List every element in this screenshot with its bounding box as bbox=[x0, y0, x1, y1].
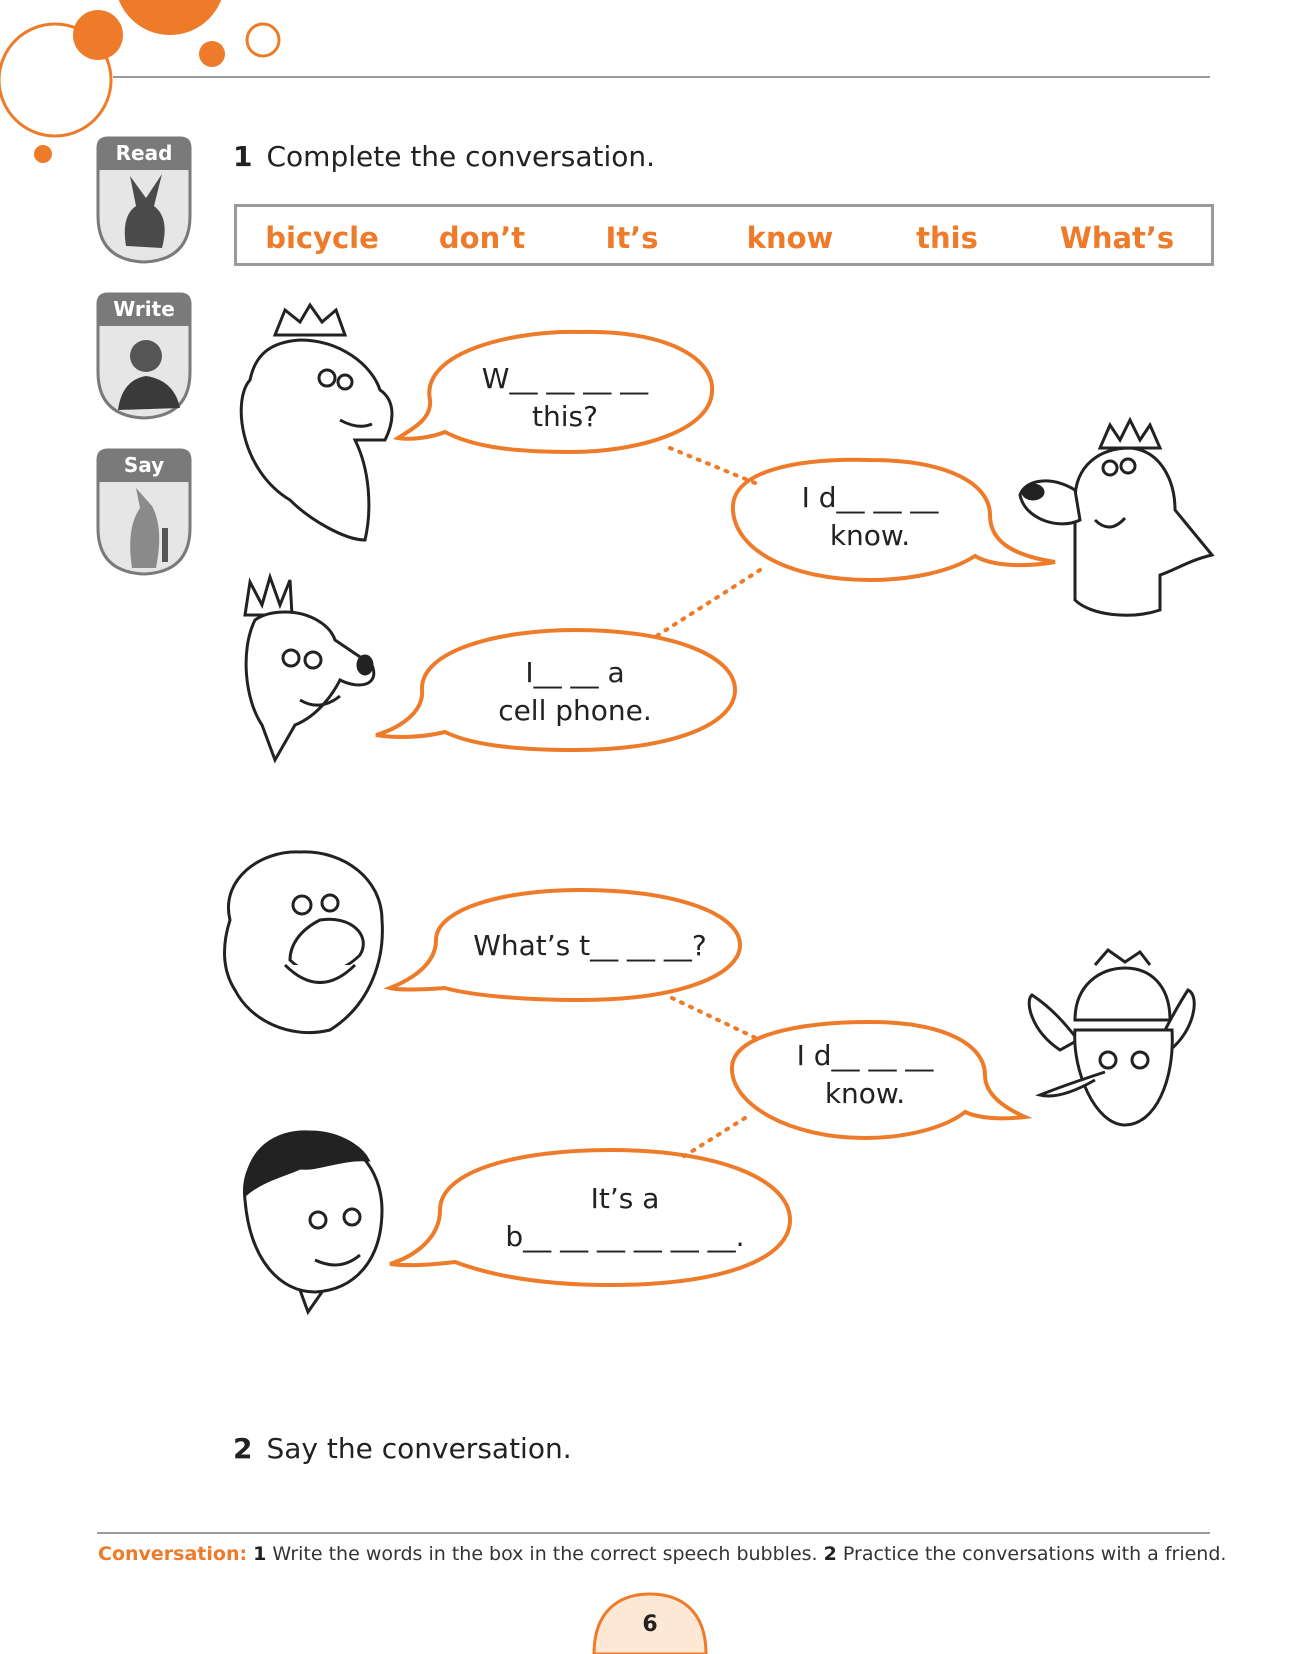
footer-num-1: 1 bbox=[253, 1543, 267, 1565]
exercise-2-instruction: Say the conversation. bbox=[266, 1432, 572, 1465]
footer-lead: Conversation: bbox=[98, 1543, 248, 1565]
bubble-a1-line1: W__ __ __ __ bbox=[481, 362, 649, 395]
word-bank-item: this bbox=[916, 221, 978, 255]
dotted-connector-b1 bbox=[672, 998, 760, 1040]
bubble-b2-line2: know. bbox=[824, 1077, 906, 1110]
pharaoh-dog-character-icon bbox=[245, 577, 374, 760]
footer-note bbox=[98, 1543, 1226, 1565]
bubble-a3-line1: I__ __ a bbox=[525, 656, 625, 689]
bubble-b3-line2: b__ __ __ __ __ __. bbox=[505, 1220, 745, 1253]
bubble-a3-line2: cell phone. bbox=[498, 694, 652, 727]
word-bank-item: bicycle bbox=[265, 221, 379, 255]
bubble-a2-line1: I d__ __ __ bbox=[801, 481, 939, 514]
bubble-b1-text bbox=[460, 927, 720, 965]
write-label: Write bbox=[113, 297, 175, 321]
bubble-a2-text bbox=[770, 479, 970, 555]
bubble-b1-line1: What’s t__ __ __? bbox=[473, 929, 707, 962]
bubble-b3-text bbox=[475, 1180, 775, 1256]
bubble-a1-line2: this? bbox=[532, 400, 598, 433]
dotted-connector-a1 bbox=[670, 448, 760, 485]
laughing-lion-character-icon bbox=[225, 852, 383, 1033]
lion-king-character-icon bbox=[241, 305, 392, 540]
read-label: Read bbox=[115, 141, 173, 165]
word-bank-item: What’s bbox=[1059, 221, 1175, 255]
dog-queen-character-icon bbox=[1020, 420, 1212, 615]
page-number: 6 bbox=[642, 1612, 658, 1637]
word-bank-item: don’t bbox=[438, 221, 526, 255]
boy-character-icon bbox=[244, 1132, 382, 1312]
bubble-b3-line1: It’s a bbox=[590, 1182, 660, 1215]
word-bank-item: know bbox=[746, 221, 834, 255]
bubble-a3-text bbox=[475, 654, 675, 730]
exercise-2-heading bbox=[233, 1432, 572, 1465]
word-bank-item: It’s bbox=[605, 221, 659, 255]
dotted-connector-a2 bbox=[655, 570, 760, 637]
exercise-1-number: 1 bbox=[233, 140, 253, 173]
dotted-connector-b2 bbox=[678, 1118, 745, 1160]
say-label: Say bbox=[123, 453, 165, 477]
bubble-a1-text bbox=[465, 360, 665, 436]
footer-num-2: 2 bbox=[823, 1543, 837, 1565]
exercise-1-instruction: Complete the conversation. bbox=[266, 140, 656, 173]
bubble-a2-line2: know. bbox=[829, 519, 911, 552]
elf-character-icon bbox=[1029, 950, 1194, 1125]
footer-text-2: Practice the conversations with a friend. bbox=[842, 1543, 1227, 1565]
footer-text-1: Write the words in the box in the correct speech bubbles. bbox=[272, 1543, 818, 1565]
bottom-rule bbox=[97, 1532, 1210, 1534]
bubble-b2-text bbox=[765, 1037, 965, 1113]
exercise-2-number: 2 bbox=[233, 1432, 253, 1465]
bubble-b2-line1: I d__ __ __ bbox=[796, 1039, 934, 1072]
